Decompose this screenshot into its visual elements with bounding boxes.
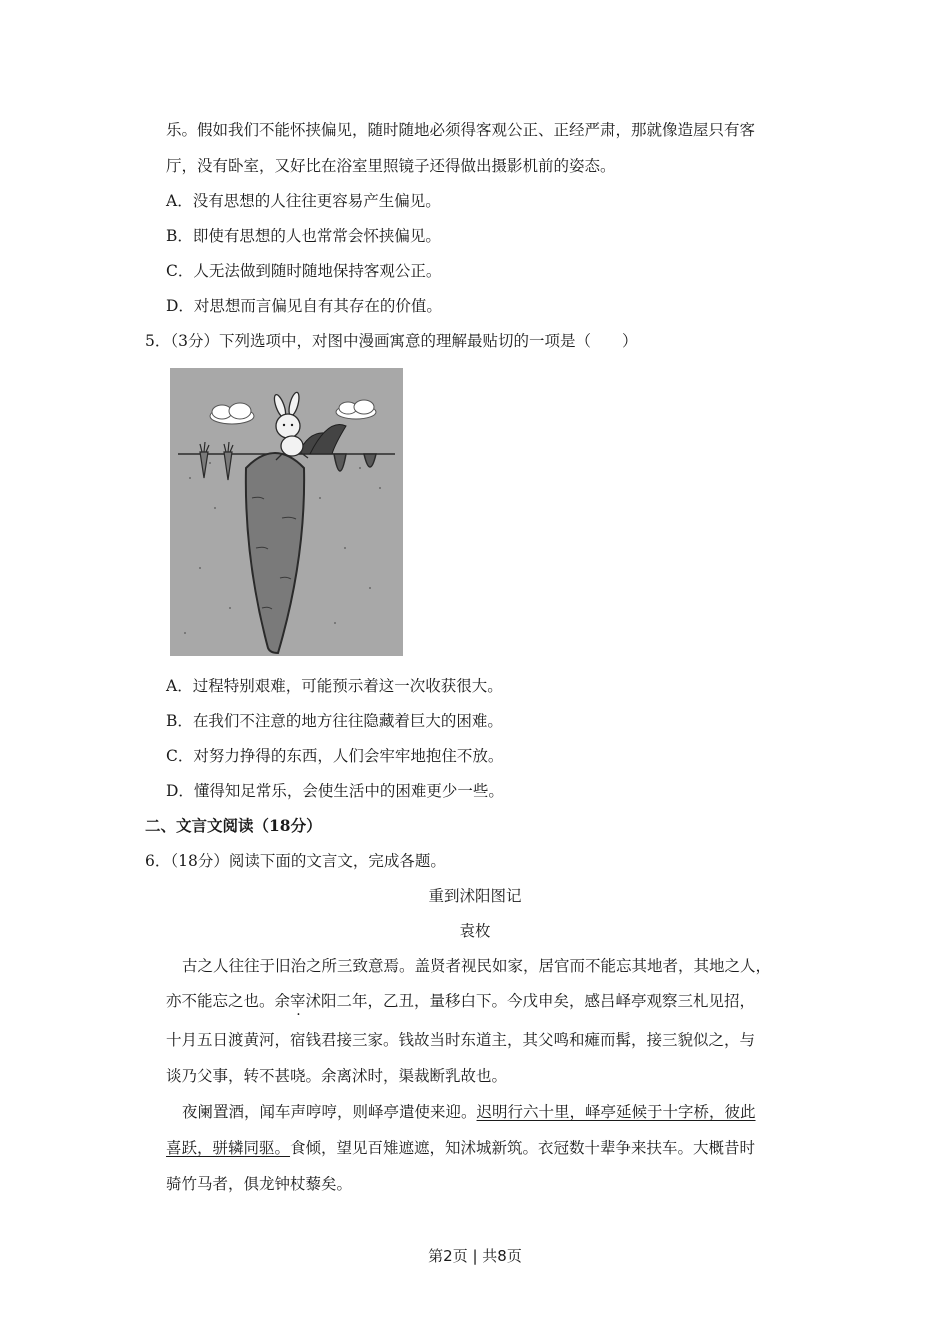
cloud-left	[210, 403, 254, 424]
passage-line-2: 厅，没有卧室，又好比在浴室里照镜子还得做出摄影机前的姿态。	[166, 157, 616, 175]
rabbit	[272, 391, 308, 460]
underlined-sentence: 迟明行六十里，峄亭延候于十字桥，彼此	[476, 1103, 756, 1121]
article-p1-line2	[166, 991, 755, 1011]
article-p2-line1	[182, 1102, 756, 1122]
article-p2-line3: 骑竹马者，俱龙钟杖藜矣。	[166, 1175, 353, 1193]
q5-stem: 5．（3分）下列选项中，对图中漫画寓意的理解最贴切的一项是（ ）	[145, 332, 638, 350]
article-p1-line4: 谈乃父事，转不甚哓。余离沭时，渠裁断乳故也。	[166, 1067, 508, 1085]
text-segment: 亦不能忘之也。余	[166, 992, 291, 1010]
passage-line-1: 乐。假如我们不能怀挟偏见，随时随地必须得客观公正、正经严肃，那就像造屋只有客	[166, 121, 756, 139]
article-p2-line2	[166, 1138, 755, 1158]
q4-option-c: C．人无法做到随时随地保持客观公正。	[166, 262, 442, 280]
q5-option-a: A．过程特别艰难，可能预示着这一次收获很大。	[166, 677, 503, 695]
rabbit-eye	[283, 424, 285, 426]
text-segment: 夜阑置酒，闻车声哼哼，则峄亭遣使来迎。	[182, 1103, 477, 1121]
small-carrots-left	[200, 442, 233, 480]
emphasis-char: 宰	[290, 992, 306, 1010]
rabbit-carrot-cartoon	[170, 368, 403, 656]
article-author: 袁枚	[459, 922, 491, 940]
article-title: 重到沭阳图记	[428, 887, 522, 905]
text-segment: 沭阳二年，乙丑，量移白下。今戊申矣，感吕峄亭观察三札见招，	[305, 992, 756, 1010]
article-p1-line1: 古之人往往于旧治之所三致意焉。盖贤者视民如家，居官而不能忘其地者，其地之人，	[182, 957, 772, 975]
carrot-leaves	[298, 425, 346, 454]
q5-option-c: C．对努力挣得的东西，人们会牢牢地抱住不放。	[166, 747, 504, 765]
cloud-right	[336, 400, 376, 419]
underlined-sentence: 喜跃，骈辚同驱。	[166, 1139, 291, 1157]
q4-option-a: A．没有思想的人往往更容易产生偏见。	[166, 192, 441, 210]
empty-holes	[334, 454, 376, 471]
q5-option-d: D．懂得知足常乐，会使生活中的困难更少一些。	[166, 782, 504, 800]
text-segment: 食倾，望见百雉遮遮，知沭城新筑。衣冠数十辈争来扶车。大概昔时	[290, 1139, 756, 1157]
q4-option-b: B．即使有思想的人也常常会怀挟偏见。	[166, 227, 441, 245]
article-p1-line3: 十月五日渡黄河，宿钱君接三家。钱故当时东道主，其父鸣和瘫而髯，接三貌似之，与	[166, 1031, 756, 1049]
cartoon-figure	[170, 368, 403, 656]
section-title: 二、文言文阅读（18分）	[145, 816, 322, 835]
giant-carrot	[246, 453, 304, 653]
q5-option-b: B．在我们不注意的地方往往隐藏着巨大的困难。	[166, 712, 503, 730]
q6-stem: 6．（18分）阅读下面的文言文，完成各题。	[145, 852, 446, 870]
q4-option-d: D．对思想而言偏见自有其存在的价值。	[166, 297, 442, 315]
page-footer: 第2页 | 共8页	[428, 1247, 522, 1265]
